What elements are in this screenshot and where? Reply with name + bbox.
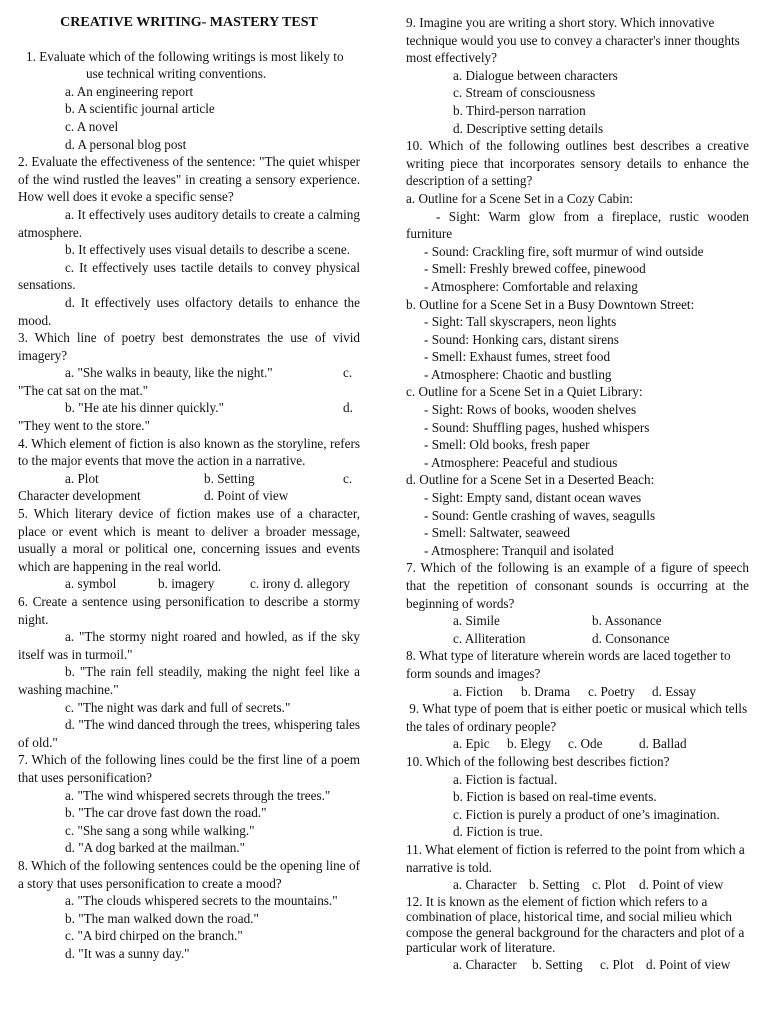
option: d. Essay [652,683,696,699]
option: a. symbol [65,576,117,592]
option: b. Assonance [592,613,662,629]
question-11: 11. What element of fiction is referred to the point from which a narrative is told. [406,841,745,875]
option-marker: c. [343,365,353,381]
question-6: 6. Create a sentence using personification to describe a stormy night. [18,594,360,627]
option: c. irony d. allegory [250,576,350,592]
outline-item: - Sight: Warm glow from a fireplace, rustic wooden furniture [406,208,749,242]
question-9b: 9. What type of poem that is either poetic or musical which tells the tales of ordinary people? [406,701,751,734]
option: b. Fiction is based on real-time events. [453,789,657,805]
option: a. An engineering report [65,83,194,99]
option-row [18,575,360,593]
option: b. Third-person narration [453,102,586,118]
page-title: CREATIVE WRITING- MASTERY TEST [60,15,318,30]
option-row [406,735,749,753]
outline-d-title: d. Outline for a Scene Set in a Deserted Beach: [406,472,655,488]
option: c. "She sang a song while walking." [65,822,255,838]
option: d. It effectively uses olfactory details to enhance the mood. [18,294,360,328]
question-7: 7. Which of the following lines could be the first line of a poem that uses personification? [18,752,360,785]
option: d. Consonance [592,630,670,646]
option: a. Fiction is factual. [453,771,558,787]
question-8: 8. Which of the following sentences could be the opening line of a story that uses personification to create a mood? [18,857,360,891]
option-row [406,956,749,974]
option: c. Fiction is purely a product of one’s imagination. [453,806,720,822]
option-row [18,470,360,488]
option: a. Character [453,877,517,893]
question-10: 10. Which of the following outlines best describes a creative writing piece that incorporates sensory details to enhance the description of a setting? [406,138,749,189]
option: b. "He ate his dinner quickly." [65,400,224,416]
option: a. It effectively uses auditory details to create a calming atmosphere. [18,206,360,240]
option-row [406,612,749,630]
option: b. "The rain fell steadily, making the night feel like a washing machine." [18,664,360,697]
question-12: 12. It is known as the element of fiction which refers to a combination of place, historical time, and social milieu which compose the general background for the characters and plot of a particular work of literature. [406,893,745,956]
option: c. Plot [600,957,634,973]
outline-item: - Sight: Empty sand, distant ocean waves [424,490,642,506]
option: b. Setting [204,470,255,486]
option: Character development [18,488,141,504]
option: a. "The clouds whispered secrets to the mountains." [65,893,338,909]
right-column [406,14,749,974]
option-marker: c. [343,470,353,486]
option-row [406,630,749,648]
outline-item: - Smell: Old books, fresh paper [424,437,590,453]
option: d. A personal blog post [65,136,187,152]
outline-item: - Sight: Tall skyscrapers, neon lights [424,314,617,330]
option: b. A scientific journal article [65,101,215,117]
outline-item: - Sound: Honking cars, distant sirens [424,331,619,347]
option: a. Simile [453,613,500,629]
option: c. A novel [65,118,119,134]
option-marker: d. [343,400,353,416]
option: b. It effectively uses visual details to describe a scene. [65,242,351,258]
option: d. "It was a sunny day." [65,945,190,961]
outline-item: - Atmosphere: Tranquil and isolated [424,542,614,558]
question-1: 1. Evaluate which of the following writings is most likely to use technical writing conventions. [26,48,344,82]
option: c. Stream of consciousness [453,85,596,101]
question-3: 3. Which line of poetry best demonstrates the use of vivid imagery? [18,330,360,363]
option: d. Fiction is true. [453,824,543,840]
option: d. Point of view [204,488,289,504]
option: d. Point of view [646,957,731,973]
option: b. Elegy [507,736,551,752]
option: "They went to the store." [18,418,150,434]
option: b. Drama [521,683,571,699]
option-row [18,487,360,505]
outline-c-title: c. Outline for a Scene Set in a Quiet Library: [406,384,643,400]
outline-b-title: b. Outline for a Scene Set in a Busy Downtown Street: [406,296,695,312]
option: a. Dialogue between characters [453,67,618,83]
outline-item: - Smell: Freshly brewed coffee, pinewood [424,261,646,277]
outline-item: - Atmosphere: Comfortable and relaxing [424,278,638,294]
outline-item: - Atmosphere: Peaceful and studious [424,454,618,470]
option: c. Poetry [588,683,635,699]
outline-item: - Sound: Gentle crashing of waves, seagulls [424,507,656,523]
option: a. "The wind whispered secrets through the trees." [65,787,331,803]
option: a. Character [453,957,517,973]
outline-item: - Atmosphere: Chaotic and bustling [424,366,612,382]
question-8b: 8. What type of literature wherein words are laced together to form sounds and images? [406,648,731,681]
option: "The cat sat on the mat." [18,382,149,398]
outline-item: - Smell: Saltwater, seaweed [424,525,570,541]
option: d. Descriptive setting details [453,120,604,136]
outline-item: - Sound: Crackling fire, soft murmur of wind outside [424,243,704,259]
option: a. "The stormy night roared and howled, as if the sky itself was in turmoil." [18,629,360,662]
question-2: 2. Evaluate the effectiveness of the sentence: "The quiet whisper of the wind rustled the leaves" in creating a sensory experience. How well does it evoke a specific sense? [18,154,360,205]
question-5: 5. Which literary device of fiction makes use of a character, place or event which is meant to deliver a broader message, usually a moral or political one, concerning issues and events which are happening in the real world. [18,506,360,574]
option-row [18,399,360,417]
question-10b: 10. Which of the following best describes fiction? [406,753,670,769]
option: c. Ode [568,736,603,752]
outline-item: - Sight: Rows of books, wooden shelves [424,402,637,418]
option: b. Setting [529,877,580,893]
question-4: 4. Which element of fiction is also known as the storyline, refers to the major events that move the action in a narrative. [18,435,360,469]
option: a. Fiction [453,683,503,699]
option: a. "She walks in beauty, like the night." [65,365,273,381]
option: a. Plot [65,470,99,486]
option: d. "The wind danced through the trees, whispering tales of old." [18,717,360,750]
option: c. Alliteration [453,630,526,646]
option-row [406,876,749,894]
option: b. "The man walked down the road." [65,910,259,926]
option: a. Epic [453,736,490,752]
option: d. "A dog barked at the mailman." [65,840,245,856]
outline-item: - Sound: Shuffling pages, hushed whispers [424,419,650,435]
outline-a-title: a. Outline for a Scene Set in a Cozy Cabin: [406,190,634,206]
question-9: 9. Imagine you are writing a short story. Which innovative technique would you use to convey a character's inner thoughts most effectively? [406,15,740,66]
option: b. imagery [158,576,215,592]
question-7b: 7. Which of the following is an example of a figure of speech that the repetition of consonant sounds is occurring at the beginning of words? [406,560,749,611]
option: c. "The night was dark and full of secrets." [65,699,291,715]
option-row [18,364,360,382]
option: c. It effectively uses tactile details to convey physical sensations. [18,259,360,293]
left-column [18,14,360,962]
option: d. Point of view [639,877,724,893]
option: b. Setting [532,957,583,973]
outline-item: - Smell: Exhaust fumes, street food [424,349,611,365]
option-row [406,683,749,701]
option: c. "A bird chirped on the branch." [65,928,243,944]
option: c. Plot [592,877,626,893]
option: d. Ballad [639,736,687,752]
option: b. "The car drove fast down the road." [65,805,267,821]
